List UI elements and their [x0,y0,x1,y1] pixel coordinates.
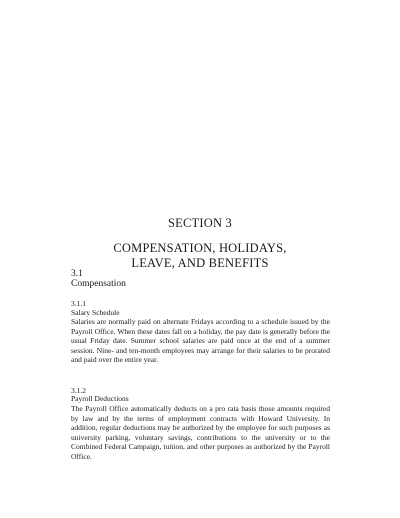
section-title [0,241,400,271]
section-title-line-1: COMPENSATION, HOLIDAYS, [113,241,287,255]
salary-schedule-block [71,300,330,365]
section-content [71,269,330,462]
payroll-deductions-block [71,387,330,462]
block-title: Salary Schedule [71,307,120,317]
subsection-title: Compensation [71,279,126,289]
block-text: Salaries are normally paid on alternate Fridays according to a schedule issued by the Payroll Office. When these dates fall on a holiday, the pay date is generally before the usual Friday date. Summer school salaries are paid once at the end of a summer session. Nine- and ten-month employees may arrange for their salaries to be prorated and paid over the entire year. [71,317,330,365]
block-number: 3.1.1 [71,299,86,308]
section-title-line-2: LEAVE, AND BENEFITS [131,256,269,270]
section-heading: SECTION 3 [168,216,232,230]
block-title: Payroll Deductions [71,394,129,404]
block-text: The Payroll Office automatically deducts on a pro rata basis those amounts required by law and by the terms of employment contracts with Howard University. In addition, regular deductions may be authorized by the employee for such purposes as university parking, voluntary savings, contributions to the university or to the Combined Federal Campaign, tuition, and other purposes as authorized by the Payroll Office. [71,403,330,461]
block-number: 3.1.2 [71,385,86,395]
subsection-number: 3.1 [71,269,83,279]
